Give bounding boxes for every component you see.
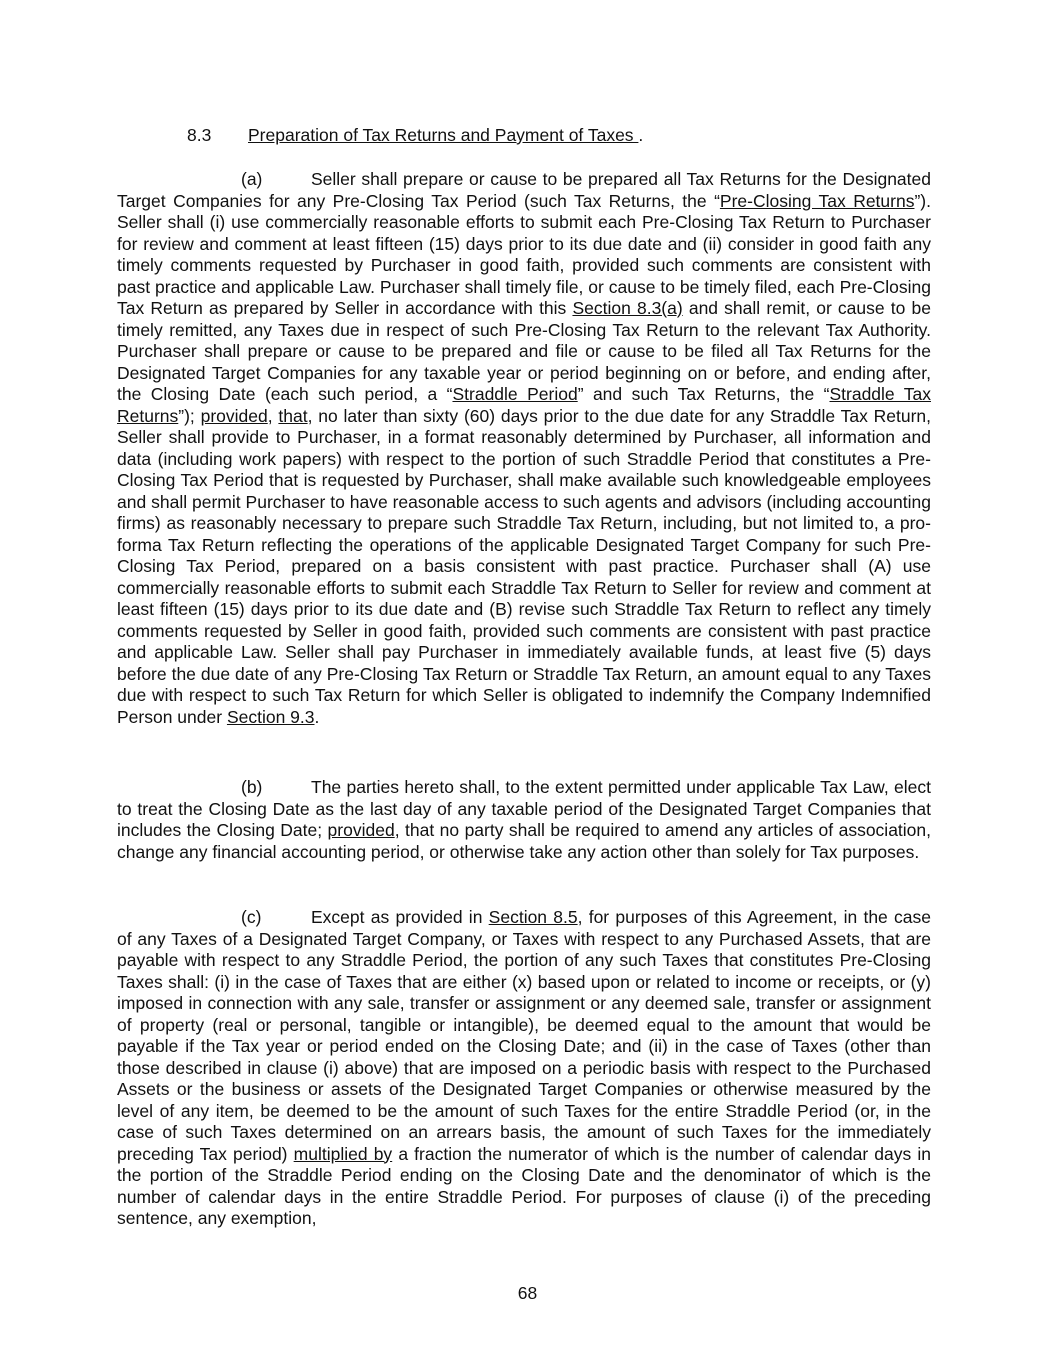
paragraph-text: , that no party shall be required to amend any articles of association, change any financial accounting period, or otherwise take any action other than solely for Tax purposes.	[117, 820, 931, 862]
paragraph-label: (a)	[241, 169, 263, 189]
paragraph-text: and shall remit, or cause to be timely remitted, any Taxes due in respect of such Pre-Closing Tax Return to the relevant Tax Authority. Purchaser shall prepare or cause to be prepared and file or cause to be filed all Tax Returns for the Designated Target Companies for any taxable year or period beginning on or before, and ending after, the Closing Date (each such period, a “	[117, 298, 931, 404]
defined-term-straddle-tax-returns: Straddle Tax Returns	[117, 384, 931, 426]
paragraph-text: ,	[267, 405, 279, 426]
section-title: Preparation of Tax Returns and Payment of Taxes	[248, 125, 639, 145]
paragraph-b	[117, 777, 931, 863]
paragraph-label: (c)	[241, 907, 262, 927]
cross-reference-section-9-3: Section 9.3	[226, 706, 315, 727]
proviso-that: that	[278, 405, 308, 426]
paragraph-text: Seller shall prepare or cause to be prepared all Tax Returns for the Designated Target Companies for any Pre-Closing Tax Period (such Tax Returns, the “	[117, 169, 931, 211]
cross-reference-section-8-5: Section 8.5	[488, 907, 578, 927]
section-title-period: .	[638, 125, 644, 145]
paragraph-text: The parties hereto shall, to the extent permitted under applicable Tax Law, elect to treat the Closing Date as the last day of any taxable period of the Designated Target Companies that includes the Closing Date;	[117, 777, 931, 840]
cross-reference-section-8-3-a: Section 8.3(a)	[572, 298, 683, 318]
paragraph-text: .	[314, 706, 320, 727]
term-multiplied-by: multiplied by	[293, 1143, 393, 1164]
paragraph-text: ” and such Tax Returns, the “	[577, 384, 830, 404]
defined-term-straddle-period: Straddle Period	[452, 384, 578, 404]
section-heading	[187, 125, 643, 146]
section-number: 8.3	[187, 125, 212, 145]
paragraph-c	[117, 907, 931, 1230]
paragraph-text: ”);	[178, 405, 201, 426]
paragraph-text: , for purposes of this Agreement, in the case of any Taxes of a Designated Target Company, or Taxes with respect to any Purchased Assets, that are payable with respect to any Straddle Period, the portion of any such Taxes that constitutes Pre-Closing Taxes shall: (i) in the case of Taxes that are either (x) based upon or related to income or receipts, or (y) imposed in connection with any sale, transfer or assignment or any deemed sale, transfer or assignment of property (real or personal, tangible or intangible), be deemed equal to the amount that would be payable if the Tax year or period ended on the Closing Date; and (ii) in the case of Taxes (other than those described in clause (i) above) that are imposed on a periodic basis with respect to the Purchased Assets or the business or assets of the Designated Target Companies or otherwise measured by the level of any item, be deemed to be the amount of such Taxes for the entire Straddle Period (or, in the case of such Taxes determined on an arrears basis, the amount of such Taxes for the immediately preceding Tax period)	[117, 907, 931, 1164]
paragraph-label: (b)	[241, 777, 263, 797]
proviso-provided: provided	[200, 405, 268, 426]
page-number: 68	[517, 1283, 538, 1303]
paragraph-text: Except as provided in	[311, 907, 489, 927]
proviso-provided: provided	[327, 820, 395, 840]
defined-term-pre-closing-tax-returns: Pre-Closing Tax Returns	[719, 190, 915, 211]
paragraph-text: a fraction the numerator of which is the number of calendar days in the portion of the Straddle Period ending on the Closing Date and the denominator of which is the number of calendar days in the entire Straddle Period. For purposes of clause (i) of the preceding sentence, any exemption,	[117, 1143, 931, 1228]
paragraph-a	[117, 169, 931, 728]
paragraph-text: , no later than sixty (60) days prior to the due date for any Straddle Tax Return, Seller shall provide to Purchaser, in a format reasonably determined by Purchaser, all information and data (including work papers) with respect to the portion of such Straddle Period that constitutes a Pre-Closing Tax Period that is requested by Purchaser, shall make available such knowledgeable employees and shall permit Purchaser to have reasonable access to such agents and advisors (including accounting firms) as reasonably necessary to prepare such Straddle Tax Return, including, but not limited to, a pro-forma Tax Return reflecting the operations of the applicable Designated Target Company for such Pre-Closing Tax Period, prepared on a basis consistent with past practice. Purchaser shall (A) use commercially reasonable efforts to submit each Straddle Tax Return to Seller for review and comment at least fifteen (15) days prior to its due date and (B) revise such Straddle Tax Return to reflect any timely comments requested by Seller in good faith, provided such comments are consistent with past practice and applicable Law. Seller shall pay Purchaser in immediately available funds, at least five (5) days before the due date of any Pre-Closing Tax Return or Straddle Tax Return, an amount equal to any Taxes due with respect to such Tax Return for which Seller is obligated to indemnify the Company Indemnified Person under	[117, 405, 931, 727]
paragraph-text: ”). Seller shall (i) use commercially reasonable efforts to submit each Pre-Closing Tax Return to Purchaser for review and comment at least fifteen (15) days prior to its due date and (ii) consider in good faith any timely comments requested by Purchaser in good faith, provided such comments are consistent with past practice and applicable Law. Purchaser shall timely file, or cause to be timely filed, each Pre-Closing Tax Return as prepared by Seller in accordance with this	[117, 190, 931, 318]
